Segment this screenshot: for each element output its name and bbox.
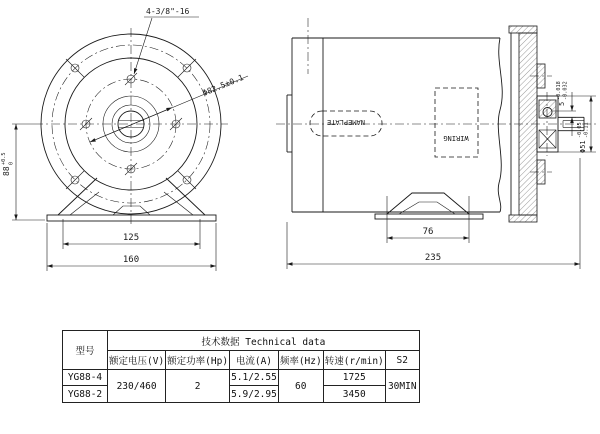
table-title-en: Technical data <box>245 336 326 348</box>
table-header-current: 电流(A) <box>230 351 279 370</box>
sv-body <box>287 38 502 212</box>
cell-current-1: 5.1/2.55 <box>230 370 279 386</box>
cell-duty: 30MIN <box>385 370 419 403</box>
sv-foot <box>375 193 483 219</box>
key-width-value: 5 <box>558 101 566 106</box>
fv-base <box>47 178 216 221</box>
cell-model-2: YG88-2 <box>63 386 108 403</box>
thread-callout-text: 4-3/8"-16 <box>146 7 190 16</box>
cell-voltage: 230/460 <box>108 370 166 403</box>
sv-wiring-box <box>435 88 478 157</box>
center-height-value: 88 <box>2 166 11 176</box>
center-height-tol-lower: 0 <box>8 161 15 165</box>
table-row-yg88-4 <box>63 370 420 386</box>
sv-nameplate <box>310 111 382 136</box>
fv-center-height-dim <box>1 124 45 220</box>
table-header-freq: 频率(Hz) <box>278 351 323 370</box>
dim-76-text: 76 <box>422 227 434 237</box>
wiring-label: WIRING <box>443 134 469 142</box>
nameplate-label: NAMEPLATE <box>327 118 365 126</box>
table-header-model: 型号 <box>63 331 108 370</box>
sv-dim-76 <box>387 196 469 243</box>
fv-thread-callout <box>134 7 199 74</box>
table-header-voltage: 额定电压(V) <box>108 351 166 370</box>
table-title <box>108 331 420 351</box>
table-title-cn: 技术数据 <box>201 336 240 348</box>
dim-160-text: 160 <box>122 255 140 265</box>
table-header-speed: 转速(r/min) <box>323 351 385 370</box>
key-width-tol-upper: -0.018 <box>556 81 562 100</box>
front-view-drawing <box>1 7 248 271</box>
sv-break-line <box>498 38 502 212</box>
spigot-dia-tol-upper: -0.05 <box>577 122 583 138</box>
cell-power: 2 <box>166 370 230 403</box>
center-height-tol-upper: +0.5 <box>1 152 7 165</box>
bolt-circle-dia-text: Φ82.5±0.1 <box>201 72 245 98</box>
key-width-tol-lower: -0.032 <box>562 81 569 100</box>
cell-freq: 60 <box>278 370 323 403</box>
fv-dim-125 <box>63 219 200 249</box>
cell-model-1: YG88-4 <box>63 370 108 386</box>
table-header-duty: S2 <box>385 351 419 370</box>
dim-235-text: 235 <box>424 253 442 263</box>
cell-speed-1: 1725 <box>323 370 385 386</box>
table-header-power: 额定功率(Hp) <box>166 351 230 370</box>
cell-speed-2: 3450 <box>323 386 385 403</box>
spigot-dia-tol-lower: -0.11 <box>583 122 590 138</box>
side-view-drawing <box>276 18 596 269</box>
technical-data-table <box>62 330 420 403</box>
cell-current-2: 5.9/2.95 <box>230 386 279 403</box>
spigot-dia-value: Φ51 <box>579 140 587 153</box>
dim-125-text: 125 <box>122 233 140 243</box>
fv-dim-160 <box>47 223 216 271</box>
